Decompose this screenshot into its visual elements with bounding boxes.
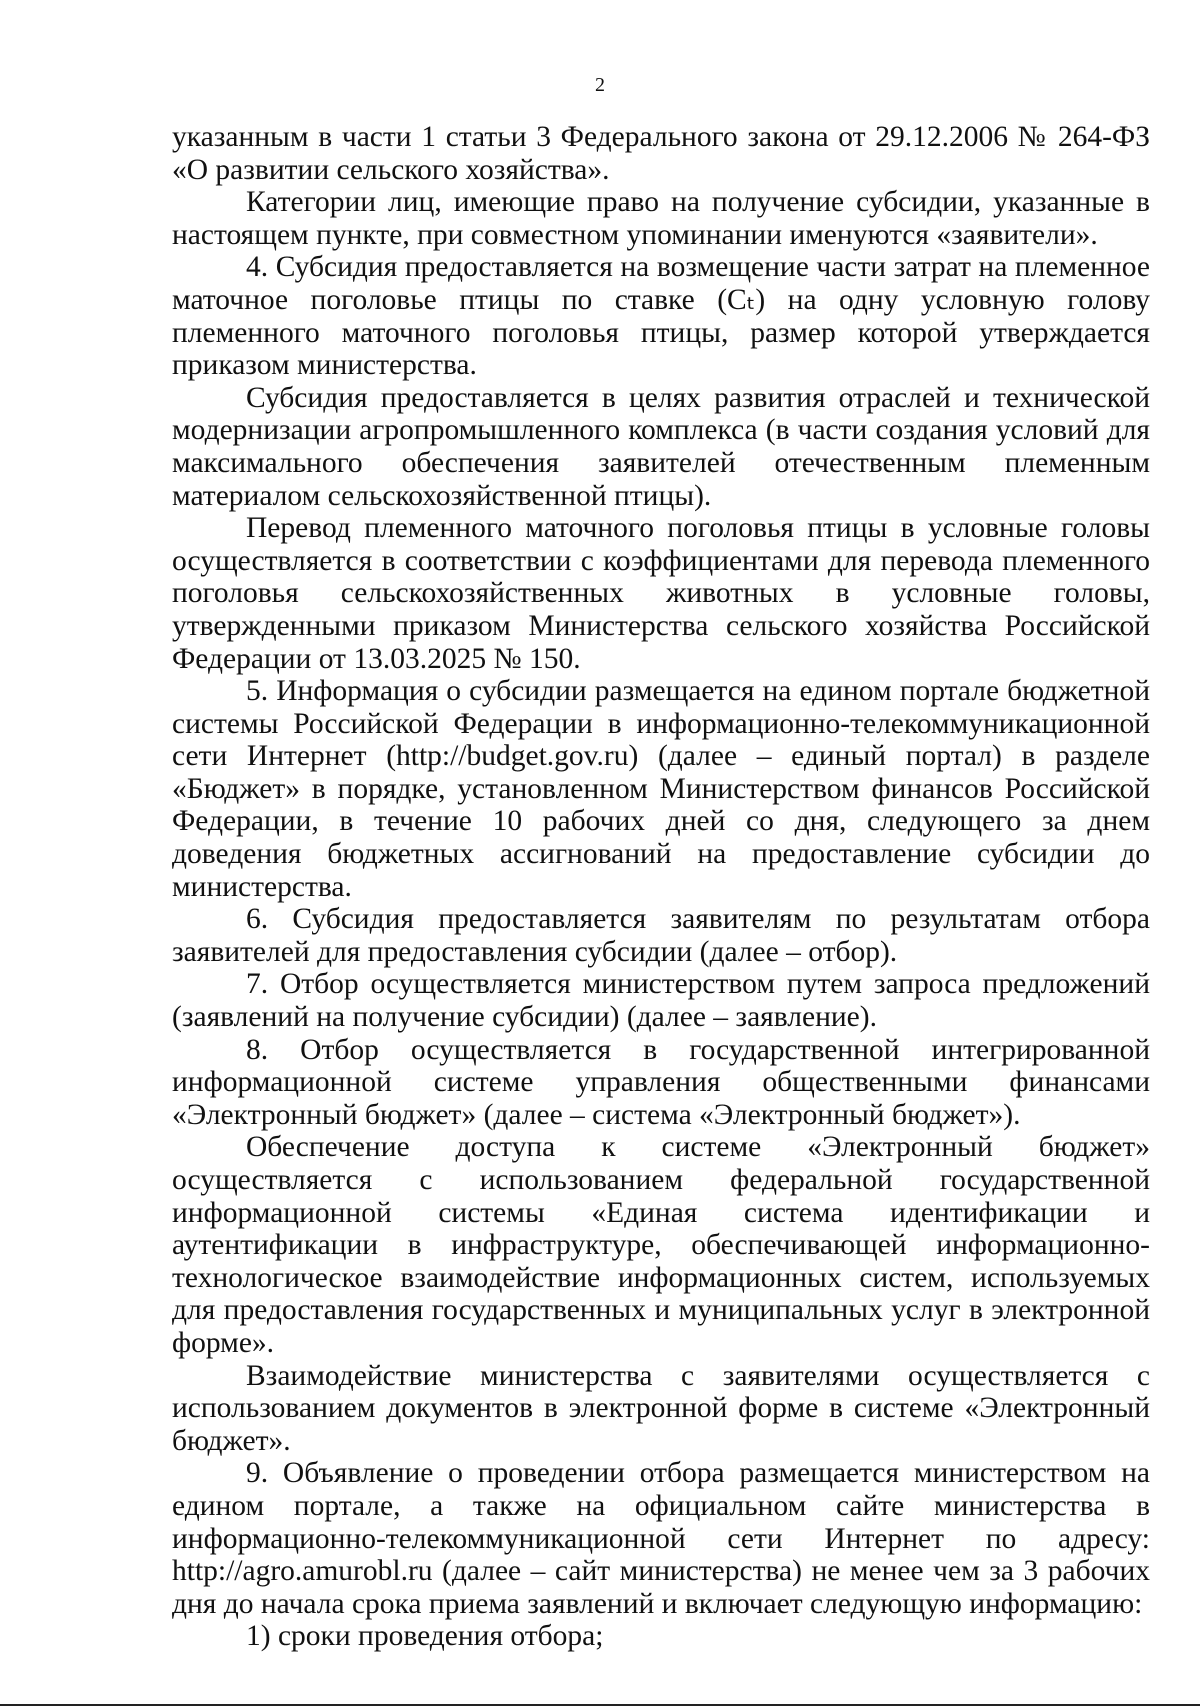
paragraph-conversion: Перевод племенного маточного поголовья птицы в условные головы осуществляется в соответствии с коэффициентами для перевода племенного поголовья сельскохозяйственных животных в условные головы, утвержденными приказом Министерства сельского хозяйства Российской Федерации от 13.03.2025 № 150. (172, 512, 1150, 675)
paragraph-interaction: Взаимодействие министерства с заявителями осуществляется с использованием документов в электронной форме в системе «Электронный бюджет». (172, 1359, 1150, 1457)
paragraph-item-6: 6. Субсидия предоставляется заявителям по результатам отбора заявителей для предоставления субсидии (далее – отбор). (172, 903, 1150, 968)
paragraph-item-7: 7. Отбор осуществляется министерством путем запроса предложений (заявлений на получение субсидии) (далее – заявление). (172, 968, 1150, 1034)
paragraph-applicants-categories: Категории лиц, имеющие право на получение субсидии, указанные в настоящем пункте, при совместном упоминании именуются «заявители». (172, 186, 1150, 251)
paragraph-item-8: 8. Отбор осуществляется в государственной интегрированной информационной системе управления общественными финансами «Электронный бюджет» (далее – система «Электронный бюджет»). (172, 1033, 1150, 1131)
paragraph-access: Обеспечение доступа к системе «Электронный бюджет» осуществляется с использованием федеральной государственной информационной системы «Единая система идентификации и аутентификации в инфраструктуре, обеспечивающей информационно-технологическое взаимодействие информационных систем, используемых для предоставления государственных и муниципальных услуг в электронной форме». (172, 1131, 1150, 1359)
paragraph-item-5: 5. Информация о субсидии размещается на едином портале бюджетной системы Российской Федерации в информационно-телекоммуникационной сети Интернет (http://budget.gov.ru) (далее – единый портал) в разделе «Бюджет» в порядке, установленном Министерством финансов Российской Федерации, в течение 10 рабочих дней со дня, следующего за днем доведения бюджетных ассигнований на предоставление субсидии до министерства. (172, 675, 1150, 903)
paragraph-continuation: указанным в части 1 статьи 3 Федерального закона от 29.12.2006 № 264-ФЗ «О развитии сельского хозяйства». (172, 121, 1150, 186)
document-body (172, 121, 1150, 1653)
paragraph-item-4: 4. Субсидия предоставляется на возмещение части затрат на племенное маточное поголовье птицы по ставке (Cₜ) на одну условную голову племенного маточного поголовья птицы, размер которой утверждается приказом министерства. (172, 251, 1150, 382)
page-number: 2 (595, 74, 605, 96)
paragraph-subsidy-purpose: Субсидия предоставляется в целях развития отраслей и технической модернизации агропромышленного комплекса (в части создания условий для максимального обеспечения заявителей отечественным племенным материалом сельскохозяйственной птицы). (172, 381, 1150, 512)
paragraph-list-item-1: 1) сроки проведения отбора; (246, 1620, 604, 1653)
paragraph-item-9: 9. Объявление о проведении отбора размещается министерством на едином портале, а также на официальном сайте министерства в информационно-телекоммуникационной сети Интернет по адресу: http://agro.amurobl.ru (далее – сайт министерства) не менее чем за 3 рабочих дня до начала срока приема заявлений и включает следующую информацию: (172, 1457, 1150, 1620)
